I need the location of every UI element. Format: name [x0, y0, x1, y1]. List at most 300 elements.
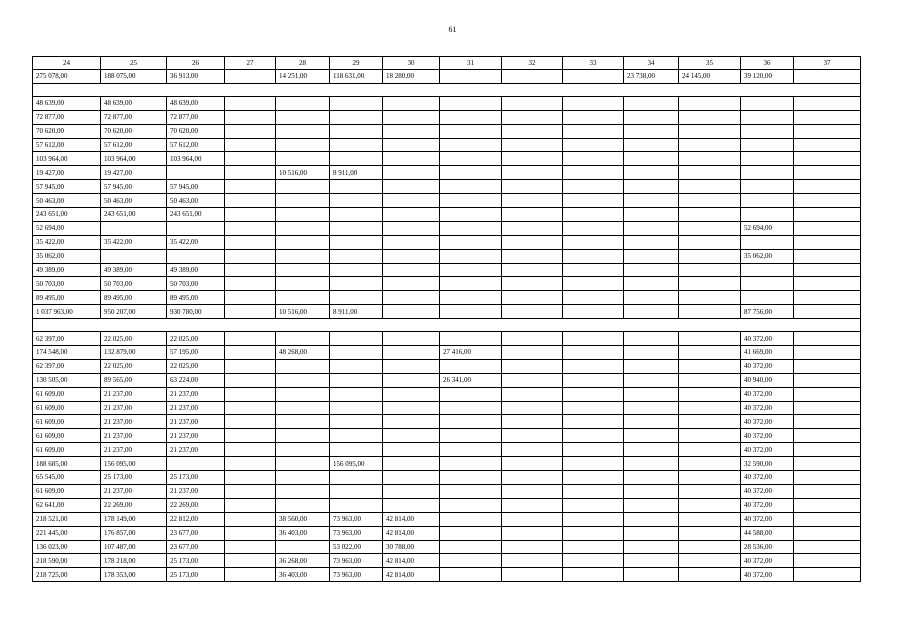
column-header: 31	[440, 57, 502, 70]
table-cell	[624, 124, 679, 138]
table-cell: 50 463,00	[167, 194, 225, 208]
table-cell	[225, 540, 276, 554]
table-cell	[563, 443, 624, 457]
table-cell	[624, 194, 679, 208]
table-cell	[383, 194, 440, 208]
table-row	[33, 291, 861, 305]
table-cell: 73 963,00	[330, 512, 383, 526]
table-cell	[794, 387, 861, 401]
table-cell	[502, 415, 563, 429]
table-cell	[440, 359, 502, 373]
table-cell	[440, 166, 502, 180]
table-cell	[679, 235, 741, 249]
table-cell: 35 062,00	[33, 249, 101, 263]
table-cell	[440, 415, 502, 429]
table-cell	[624, 305, 679, 319]
table-cell: 30 788,00	[383, 540, 440, 554]
column-header: 29	[330, 57, 383, 70]
table-cell	[383, 429, 440, 443]
table-cell	[794, 96, 861, 110]
table-cell: 19 427,00	[33, 166, 101, 180]
table-cell	[624, 429, 679, 443]
table-cell	[276, 401, 330, 415]
table-cell: 36 403,00	[276, 526, 330, 540]
table-cell	[276, 332, 330, 346]
table-cell	[440, 249, 502, 263]
table-cell	[794, 498, 861, 512]
table-row	[33, 249, 861, 263]
table-cell	[679, 138, 741, 152]
table-cell	[383, 401, 440, 415]
table-cell	[741, 235, 794, 249]
table-cell	[741, 194, 794, 208]
table-cell: 41 669,00	[741, 346, 794, 360]
table-cell	[563, 415, 624, 429]
table-cell	[276, 484, 330, 498]
table-cell: 40 372,00	[741, 484, 794, 498]
table-cell	[276, 110, 330, 124]
table-cell	[679, 554, 741, 568]
table-cell	[167, 166, 225, 180]
table-cell: 132 879,00	[101, 346, 167, 360]
table-row	[33, 359, 861, 373]
table-cell: 25 173,00	[167, 568, 225, 582]
table-cell	[502, 540, 563, 554]
table-cell: 36 403,00	[276, 568, 330, 582]
table-cell	[225, 498, 276, 512]
table-cell	[679, 263, 741, 277]
table-cell	[440, 138, 502, 152]
table-row	[33, 332, 861, 346]
table-row	[33, 138, 861, 152]
table-cell	[276, 471, 330, 485]
table-cell: 103 964,00	[167, 152, 225, 166]
table-cell	[225, 373, 276, 387]
table-cell: 61 609,00	[33, 484, 101, 498]
table-cell	[624, 221, 679, 235]
table-cell	[624, 401, 679, 415]
table-cell: 42 814,00	[383, 512, 440, 526]
table-cell	[794, 263, 861, 277]
table-cell: 89 495,00	[101, 291, 167, 305]
table-cell: 44 588,00	[741, 526, 794, 540]
table-cell	[502, 263, 563, 277]
table-cell: 42 814,00	[383, 568, 440, 582]
table-cell	[741, 180, 794, 194]
table-cell	[330, 208, 383, 222]
table-cell	[679, 484, 741, 498]
table-cell: 40 372,00	[741, 387, 794, 401]
table-cell	[225, 471, 276, 485]
table-cell	[502, 359, 563, 373]
table-cell	[502, 526, 563, 540]
table-cell	[330, 429, 383, 443]
table-row	[33, 554, 861, 568]
table-cell	[794, 291, 861, 305]
table-cell	[225, 415, 276, 429]
table-cell	[225, 387, 276, 401]
table-cell	[502, 457, 563, 471]
table-cell: 107 487,00	[101, 540, 167, 554]
table-cell	[624, 96, 679, 110]
table-cell	[330, 249, 383, 263]
table-cell	[679, 415, 741, 429]
column-header: 34	[624, 57, 679, 70]
table-cell	[225, 152, 276, 166]
table-cell	[679, 305, 741, 319]
table-header	[33, 57, 861, 70]
table-cell	[563, 235, 624, 249]
table-cell: 10 516,00	[276, 305, 330, 319]
table-row	[33, 96, 861, 110]
page-number: 61	[448, 25, 457, 34]
table-cell	[563, 180, 624, 194]
table-cell: 35 422,00	[101, 235, 167, 249]
table-cell: 178 149,00	[101, 512, 167, 526]
table-cell	[624, 554, 679, 568]
table-cell	[502, 291, 563, 305]
table-cell	[440, 235, 502, 249]
table-cell: 23 677,00	[167, 526, 225, 540]
table-cell: 243 651,00	[167, 208, 225, 222]
table-cell	[741, 138, 794, 152]
table-cell	[167, 457, 225, 471]
table-cell	[225, 291, 276, 305]
table-cell	[794, 249, 861, 263]
table-cell: 8 911,00	[330, 166, 383, 180]
table-cell	[440, 291, 502, 305]
table-cell	[502, 443, 563, 457]
table-cell	[383, 96, 440, 110]
table-cell: 57 612,00	[167, 138, 225, 152]
table-cell: 221 445,00	[33, 526, 101, 540]
table-cell	[276, 138, 330, 152]
table-cell: 49 389,00	[167, 263, 225, 277]
table-cell	[624, 166, 679, 180]
table-cell	[624, 277, 679, 291]
table-cell	[794, 110, 861, 124]
table-cell	[440, 208, 502, 222]
table-cell	[563, 346, 624, 360]
table-cell: 50 703,00	[101, 277, 167, 291]
table-row	[33, 208, 861, 222]
table-cell: 40 372,00	[741, 554, 794, 568]
table-cell	[794, 305, 861, 319]
table-cell	[794, 346, 861, 360]
table-cell	[440, 110, 502, 124]
table-cell	[330, 263, 383, 277]
table-cell: 73 963,00	[330, 526, 383, 540]
table-cell	[624, 512, 679, 526]
table-cell: 32 590,00	[741, 457, 794, 471]
table-cell	[679, 387, 741, 401]
table-cell	[624, 208, 679, 222]
table-cell	[624, 291, 679, 305]
table-cell	[679, 512, 741, 526]
table-cell: 57 945,00	[101, 180, 167, 194]
table-cell: 50 463,00	[33, 194, 101, 208]
table-cell	[679, 443, 741, 457]
table-cell: 21 237,00	[101, 387, 167, 401]
table-cell	[624, 484, 679, 498]
table-cell: 22 269,00	[167, 498, 225, 512]
table-cell	[679, 471, 741, 485]
table-cell: 61 609,00	[33, 443, 101, 457]
table-cell	[563, 208, 624, 222]
table-cell	[679, 249, 741, 263]
table-cell	[276, 124, 330, 138]
table-cell: 57 612,00	[33, 138, 101, 152]
table-cell	[679, 124, 741, 138]
table-cell	[794, 166, 861, 180]
table-row	[33, 70, 861, 84]
table-cell	[440, 526, 502, 540]
table-cell	[794, 235, 861, 249]
table-row	[33, 152, 861, 166]
table-cell: 28 536,00	[741, 540, 794, 554]
table-cell: 40 372,00	[741, 401, 794, 415]
column-header: 24	[33, 57, 101, 70]
table-cell	[225, 401, 276, 415]
table-cell	[794, 484, 861, 498]
table-cell	[679, 373, 741, 387]
table-cell	[225, 277, 276, 291]
table-cell: 27 416,00	[440, 346, 502, 360]
table-cell	[276, 263, 330, 277]
table-cell: 50 463,00	[101, 194, 167, 208]
table-cell: 950 207,00	[101, 305, 167, 319]
table-cell	[225, 138, 276, 152]
table-cell	[330, 498, 383, 512]
table-cell	[563, 387, 624, 401]
table-cell	[794, 221, 861, 235]
table-cell: 40 372,00	[741, 332, 794, 346]
table-cell	[383, 373, 440, 387]
table-cell	[276, 194, 330, 208]
table-cell	[225, 332, 276, 346]
table-cell: 57 945,00	[167, 180, 225, 194]
table-cell	[679, 110, 741, 124]
table-cell: 52 694,00	[741, 221, 794, 235]
table-cell	[383, 166, 440, 180]
table-cell	[276, 498, 330, 512]
table-cell	[383, 138, 440, 152]
table-cell	[440, 443, 502, 457]
table-cell	[563, 70, 624, 84]
table-cell	[276, 208, 330, 222]
table-cell	[563, 166, 624, 180]
table-cell	[741, 166, 794, 180]
table-cell	[679, 277, 741, 291]
column-header: 26	[167, 57, 225, 70]
table-cell: 40 372,00	[741, 443, 794, 457]
table-row	[33, 498, 861, 512]
table-cell	[794, 540, 861, 554]
table-cell	[383, 263, 440, 277]
table-cell: 23 738,00	[624, 70, 679, 84]
table-cell	[440, 540, 502, 554]
table-cell	[276, 249, 330, 263]
table-cell	[276, 457, 330, 471]
table-cell: 218 521,00	[33, 512, 101, 526]
table-cell	[624, 138, 679, 152]
table-row	[33, 540, 861, 554]
table-row	[33, 194, 861, 208]
column-header: 36	[741, 57, 794, 70]
table-row	[33, 429, 861, 443]
table-cell: 176 857,00	[101, 526, 167, 540]
table-cell	[502, 401, 563, 415]
table-cell	[101, 249, 167, 263]
table-cell: 72 877,00	[101, 110, 167, 124]
table-cell	[225, 554, 276, 568]
table-cell	[330, 415, 383, 429]
table-cell: 10 516,00	[276, 166, 330, 180]
table-cell	[794, 194, 861, 208]
table-cell: 61 609,00	[33, 401, 101, 415]
table-cell: 21 237,00	[101, 415, 167, 429]
table-cell	[679, 208, 741, 222]
table-cell	[440, 263, 502, 277]
table-cell	[383, 471, 440, 485]
table-cell: 48 639,00	[101, 96, 167, 110]
table-cell	[440, 568, 502, 582]
table-cell	[563, 471, 624, 485]
table-cell	[502, 305, 563, 319]
column-header: 27	[225, 57, 276, 70]
table-cell	[563, 540, 624, 554]
table-cell: 243 651,00	[101, 208, 167, 222]
table-cell: 22 025,00	[167, 359, 225, 373]
table-cell	[741, 277, 794, 291]
table-cell	[794, 277, 861, 291]
table-cell	[383, 208, 440, 222]
table-cell: 87 756,00	[741, 305, 794, 319]
table-cell	[502, 110, 563, 124]
table-cell	[502, 568, 563, 582]
table-cell: 57 945,00	[33, 180, 101, 194]
table-cell	[330, 152, 383, 166]
table-cell	[440, 277, 502, 291]
table-cell	[330, 124, 383, 138]
table-cell: 53 022,00	[330, 540, 383, 554]
table-cell: 61 609,00	[33, 429, 101, 443]
table-row	[33, 526, 861, 540]
table-cell	[624, 540, 679, 554]
table-cell	[502, 235, 563, 249]
table-cell: 36 913,00	[167, 70, 225, 84]
table-cell: 62 641,00	[33, 498, 101, 512]
table-cell	[502, 346, 563, 360]
table-row	[33, 387, 861, 401]
table-cell	[225, 194, 276, 208]
table-cell	[679, 401, 741, 415]
table-cell	[794, 124, 861, 138]
table-cell	[624, 346, 679, 360]
table-cell	[794, 359, 861, 373]
table-cell	[225, 110, 276, 124]
table-cell	[101, 221, 167, 235]
table-cell	[502, 498, 563, 512]
table-cell	[563, 124, 624, 138]
table-cell	[330, 373, 383, 387]
table-cell	[330, 194, 383, 208]
table-row	[33, 166, 861, 180]
table-cell: 23 677,00	[167, 540, 225, 554]
table-cell	[167, 249, 225, 263]
table-cell	[383, 484, 440, 498]
table-cell	[502, 554, 563, 568]
table-row	[33, 568, 861, 582]
table-cell: 21 237,00	[101, 484, 167, 498]
table-cell	[330, 291, 383, 305]
table-cell	[563, 568, 624, 582]
header-row	[33, 57, 861, 70]
column-header: 33	[563, 57, 624, 70]
table-row	[33, 180, 861, 194]
table-cell	[624, 180, 679, 194]
table-cell: 65 545,00	[33, 471, 101, 485]
table-cell	[440, 124, 502, 138]
table-row	[33, 484, 861, 498]
table-cell	[563, 554, 624, 568]
table-cell	[624, 568, 679, 582]
table-cell	[563, 138, 624, 152]
table-cell	[225, 249, 276, 263]
table-cell	[624, 152, 679, 166]
table-cell: 70 620,00	[167, 124, 225, 138]
table-cell	[440, 498, 502, 512]
table-cell	[502, 221, 563, 235]
table-cell: 275 078,00	[33, 70, 101, 84]
table-cell	[440, 180, 502, 194]
table-row	[33, 305, 861, 319]
table-cell	[225, 305, 276, 319]
table-cell	[502, 138, 563, 152]
table-row	[33, 110, 861, 124]
table-cell	[794, 138, 861, 152]
section-separator-row	[33, 319, 861, 332]
table-cell	[563, 359, 624, 373]
table-cell	[330, 332, 383, 346]
table-cell: 40 940,00	[741, 373, 794, 387]
table-cell: 50 703,00	[33, 277, 101, 291]
table-cell	[225, 484, 276, 498]
table-cell: 21 237,00	[167, 415, 225, 429]
table-cell	[679, 96, 741, 110]
table-cell	[794, 568, 861, 582]
separator-cell	[33, 83, 861, 96]
table-cell	[383, 110, 440, 124]
table-cell	[330, 443, 383, 457]
table-cell: 156 095,00	[101, 457, 167, 471]
table-cell: 72 877,00	[33, 110, 101, 124]
table-cell	[440, 221, 502, 235]
table-cell: 40 372,00	[741, 429, 794, 443]
table-cell: 40 372,00	[741, 512, 794, 526]
table-cell: 63 224,00	[167, 373, 225, 387]
table-cell: 61 609,00	[33, 415, 101, 429]
table-cell: 61 609,00	[33, 387, 101, 401]
table-cell	[383, 498, 440, 512]
table-cell	[794, 526, 861, 540]
table-cell	[794, 512, 861, 526]
table-cell: 103 964,00	[101, 152, 167, 166]
table-cell	[330, 471, 383, 485]
table-cell	[276, 235, 330, 249]
table-cell	[563, 498, 624, 512]
table-cell	[330, 138, 383, 152]
